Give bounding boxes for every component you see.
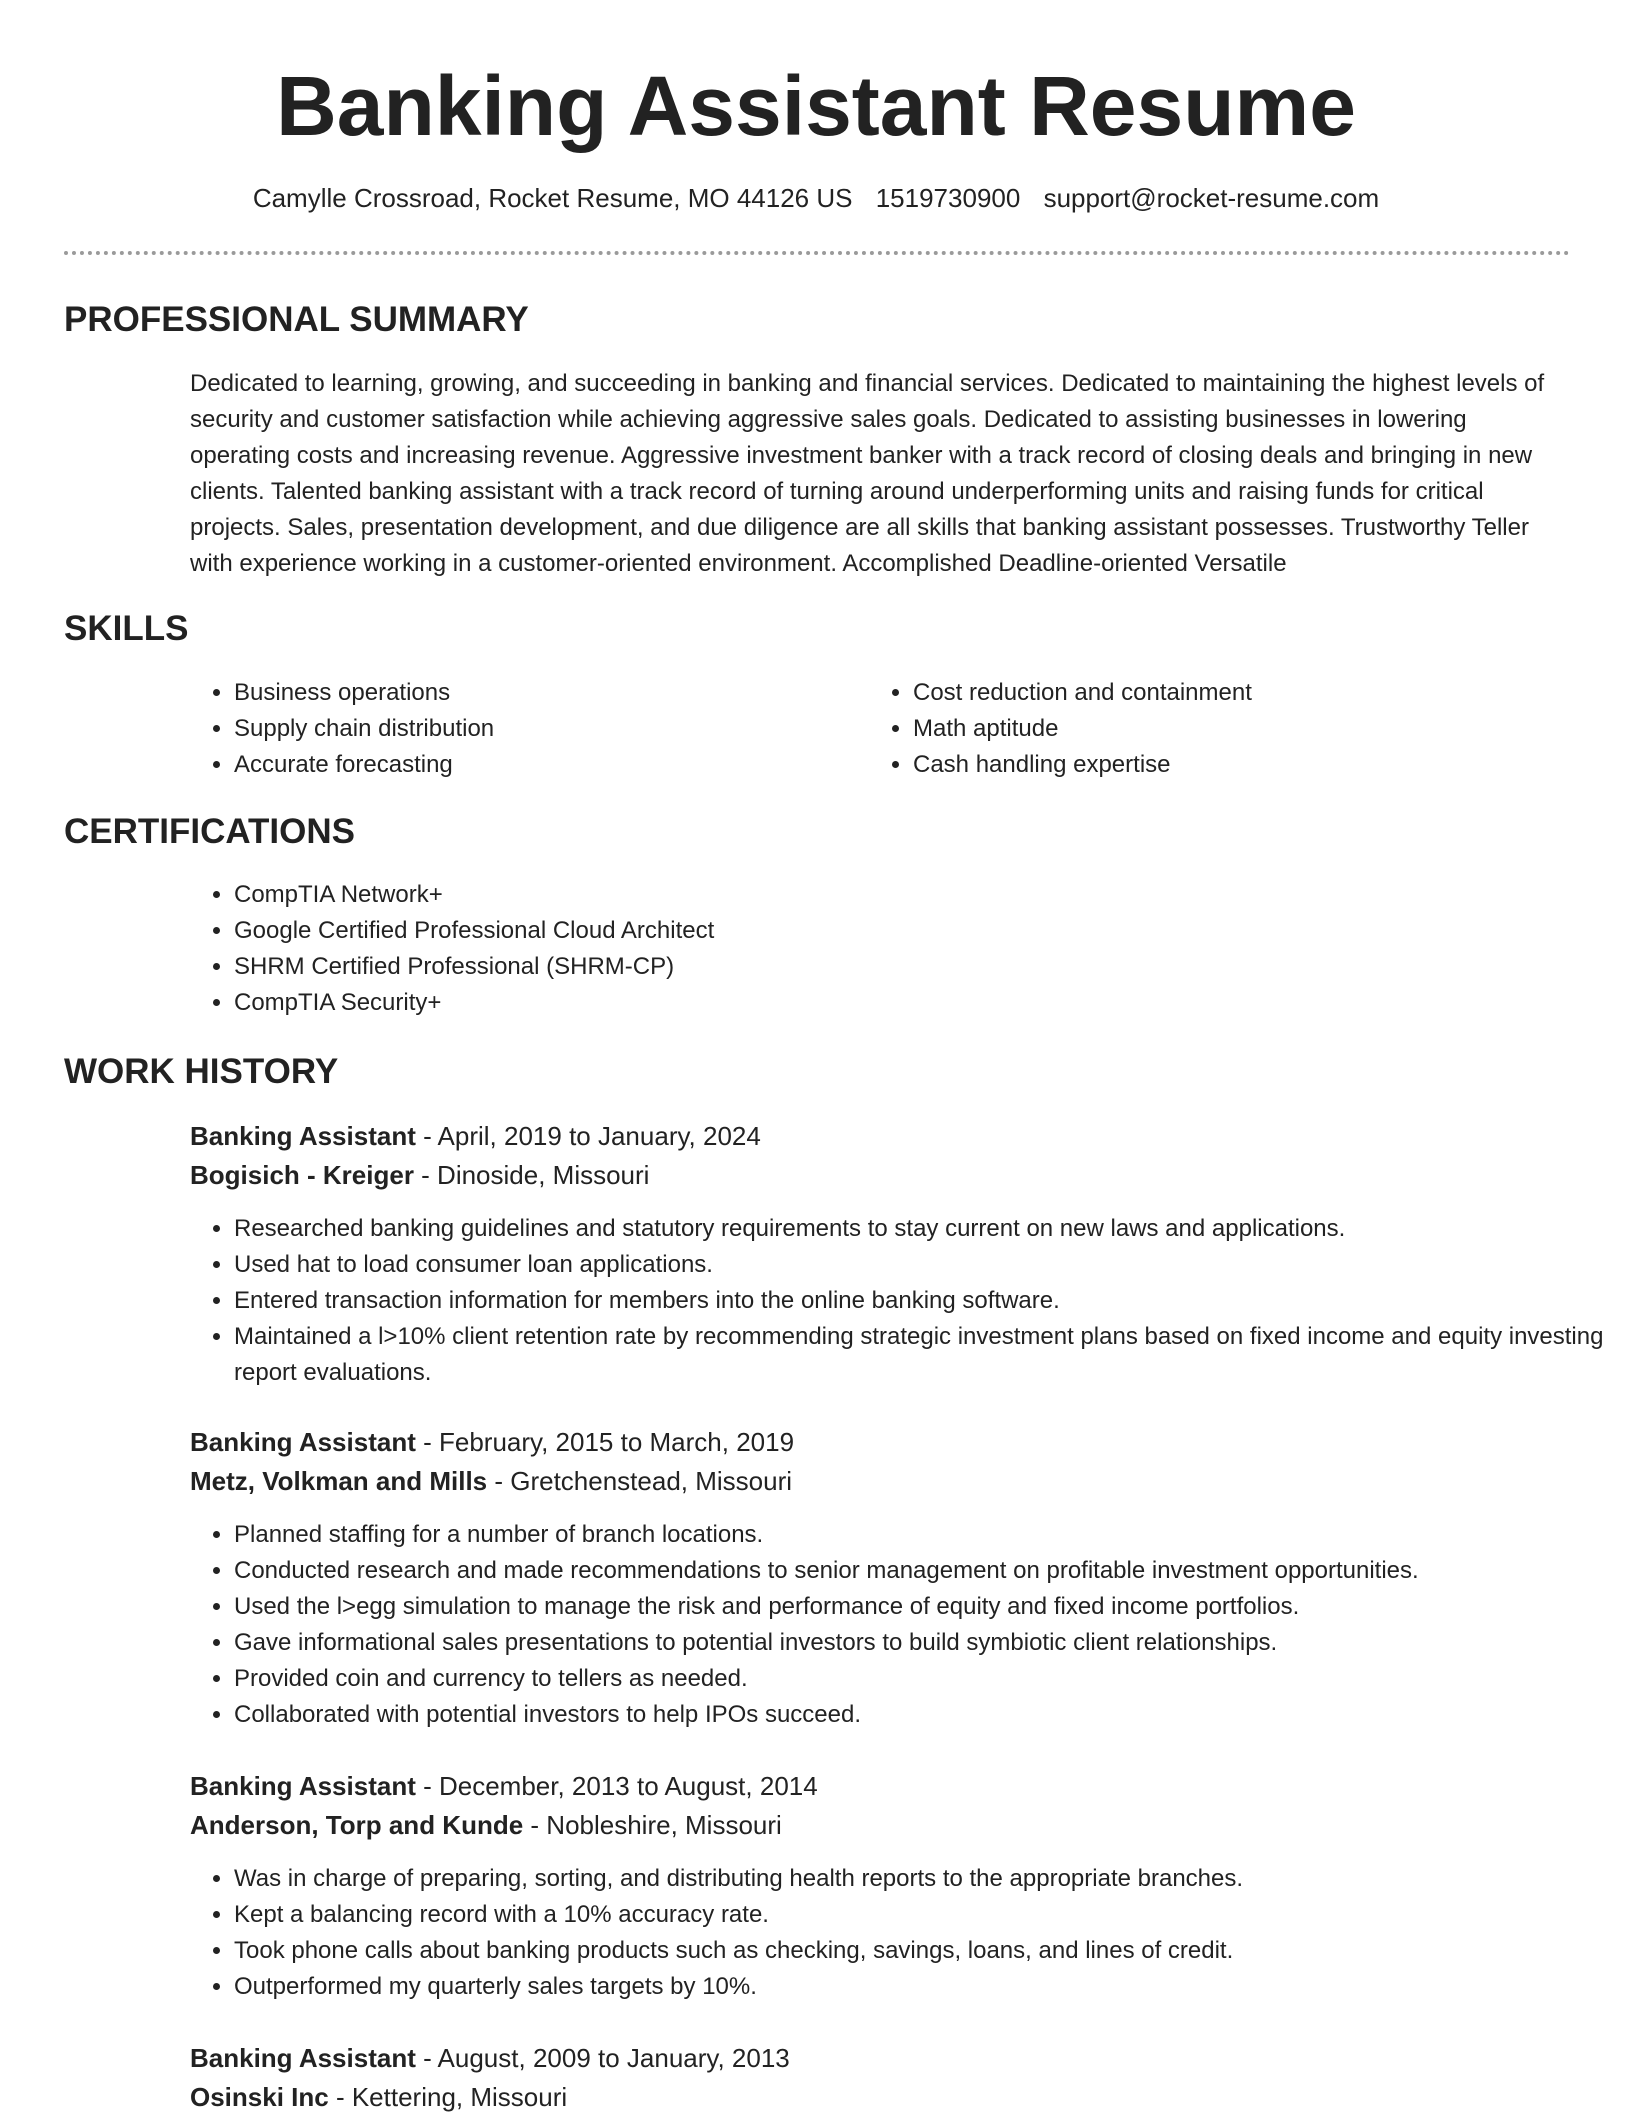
contact-phone: 1519730900 [875,183,1021,213]
list-item: • Used the l>egg simulation to manage the risk and performance of equity and fixed income portfolios. [234,1589,1614,1625]
job-title: Banking Assistant [190,2043,416,2073]
list-item: • Supply chain distribution [234,711,854,747]
summary-text: Dedicated to learning, growing, and succeeding in banking and financial services. Dedicated to maintaining the highest levels of security and customer satisfaction while achieving aggressive sales goals. Dedicated to assisting businesses in lowering operating costs and increasing revenue. Aggressive investment banker with a track record of closing deals and bringing in new clients. Talented banking assistant with a track record of turning around underperforming units and raising funds for critical projects. Sales, presentation development, and due diligence are all skills that banking assistant possesses. Trustworthy Teller with experience working in a customer-oriented environment. Accomplished Deadline-oriented Versatile [190,370,1545,577]
job-dates: - December, 2013 to August, 2014 [415,1771,818,1801]
contact-address: Camylle Crossroad, Rocket Resume, MO 44126 US [252,183,853,213]
list-item: • Business operations [234,675,854,711]
certifications-heading: CERTIFICATIONS [64,812,356,851]
list-item: • Planned staffing for a number of branch locations. [234,1517,1614,1553]
job-title-line [190,1767,818,1805]
list-item: • SHRM Certified Professional (SHRM-CP) [234,949,1574,985]
job-dates: - April, 2019 to January, 2024 [415,1121,761,1151]
job-duties-list [190,1517,1614,1733]
header-divider [64,251,1570,255]
list-item: • Was in charge of preparing, sorting, and distributing health reports to the appropriate branches. [234,1861,1614,1897]
list-item: • CompTIA Network+ [234,877,1574,913]
contact-email: support@rocket-resume.com [1043,183,1380,213]
job-duties-list [190,1211,1614,1391]
job-company-line [190,1806,782,1844]
job-location: - Dinoside, Missouri [413,1160,650,1190]
list-item: • Maintained a l>10% client retention rate by recommending strategic investment plans based on fixed income and equity investing report evaluations. [234,1319,1614,1391]
contact-line [0,180,1632,216]
list-item: • Kept a balancing record with a 10% accuracy rate. [234,1897,1614,1933]
job-company: Metz, Volkman and Mills [190,1466,488,1496]
skills-heading: SKILLS [64,609,189,648]
list-item: • Entered transaction information for members into the online banking software. [234,1283,1614,1319]
job-company: Anderson, Torp and Kunde [190,1810,524,1840]
summary-heading: PROFESSIONAL SUMMARY [64,300,529,339]
list-item: • Cash handling expertise [913,747,1613,783]
list-item: • Gave informational sales presentations to potential investors to build symbiotic client relationships. [234,1625,1614,1661]
job-location: - Nobleshire, Missouri [523,1810,782,1840]
job-dates: - February, 2015 to March, 2019 [415,1427,795,1457]
list-item: • Collaborated with potential investors to help IPOs succeed. [234,1697,1614,1733]
job-title-line [190,2039,790,2077]
skills-list-left [190,675,854,783]
job-title-line [190,1117,761,1155]
job-title: Banking Assistant [190,1771,416,1801]
job-duties-list [190,1861,1614,2005]
job-location: - Kettering, Missouri [328,2082,568,2112]
list-item: • Used hat to load consumer loan applications. [234,1247,1614,1283]
list-item: • Math aptitude [913,711,1613,747]
job-company: Bogisich - Kreiger [190,1160,414,1190]
list-item: • Google Certified Professional Cloud Architect [234,913,1574,949]
job-title: Banking Assistant [190,1427,416,1457]
work-history-heading: WORK HISTORY [64,1052,339,1091]
list-item: • Provided coin and currency to tellers as needed. [234,1661,1614,1697]
certifications-list [190,877,1574,1021]
job-company-line [190,2078,567,2116]
list-item: • Researched banking guidelines and statutory requirements to stay current on new laws and applications. [234,1211,1614,1247]
skills-list-right [869,675,1613,783]
job-title: Banking Assistant [190,1121,416,1151]
job-company: Osinski Inc [190,2082,329,2112]
list-item: • Conducted research and made recommendations to senior management on profitable investment opportunities. [234,1553,1614,1589]
job-company-line [190,1156,649,1194]
list-item: • Accurate forecasting [234,747,854,783]
list-item: • Outperformed my quarterly sales targets by 10%. [234,1969,1614,2005]
job-location: - Gretchenstead, Missouri [487,1466,793,1496]
job-company-line [190,1462,792,1500]
resume-title: Banking Assistant Resume [276,59,1356,153]
job-dates: - August, 2009 to January, 2013 [415,2043,790,2073]
list-item: • Cost reduction and containment [913,675,1613,711]
list-item: • Took phone calls about banking products such as checking, savings, loans, and lines of credit. [234,1933,1614,1969]
list-item: • CompTIA Security+ [234,985,1574,1021]
job-title-line [190,1423,794,1461]
